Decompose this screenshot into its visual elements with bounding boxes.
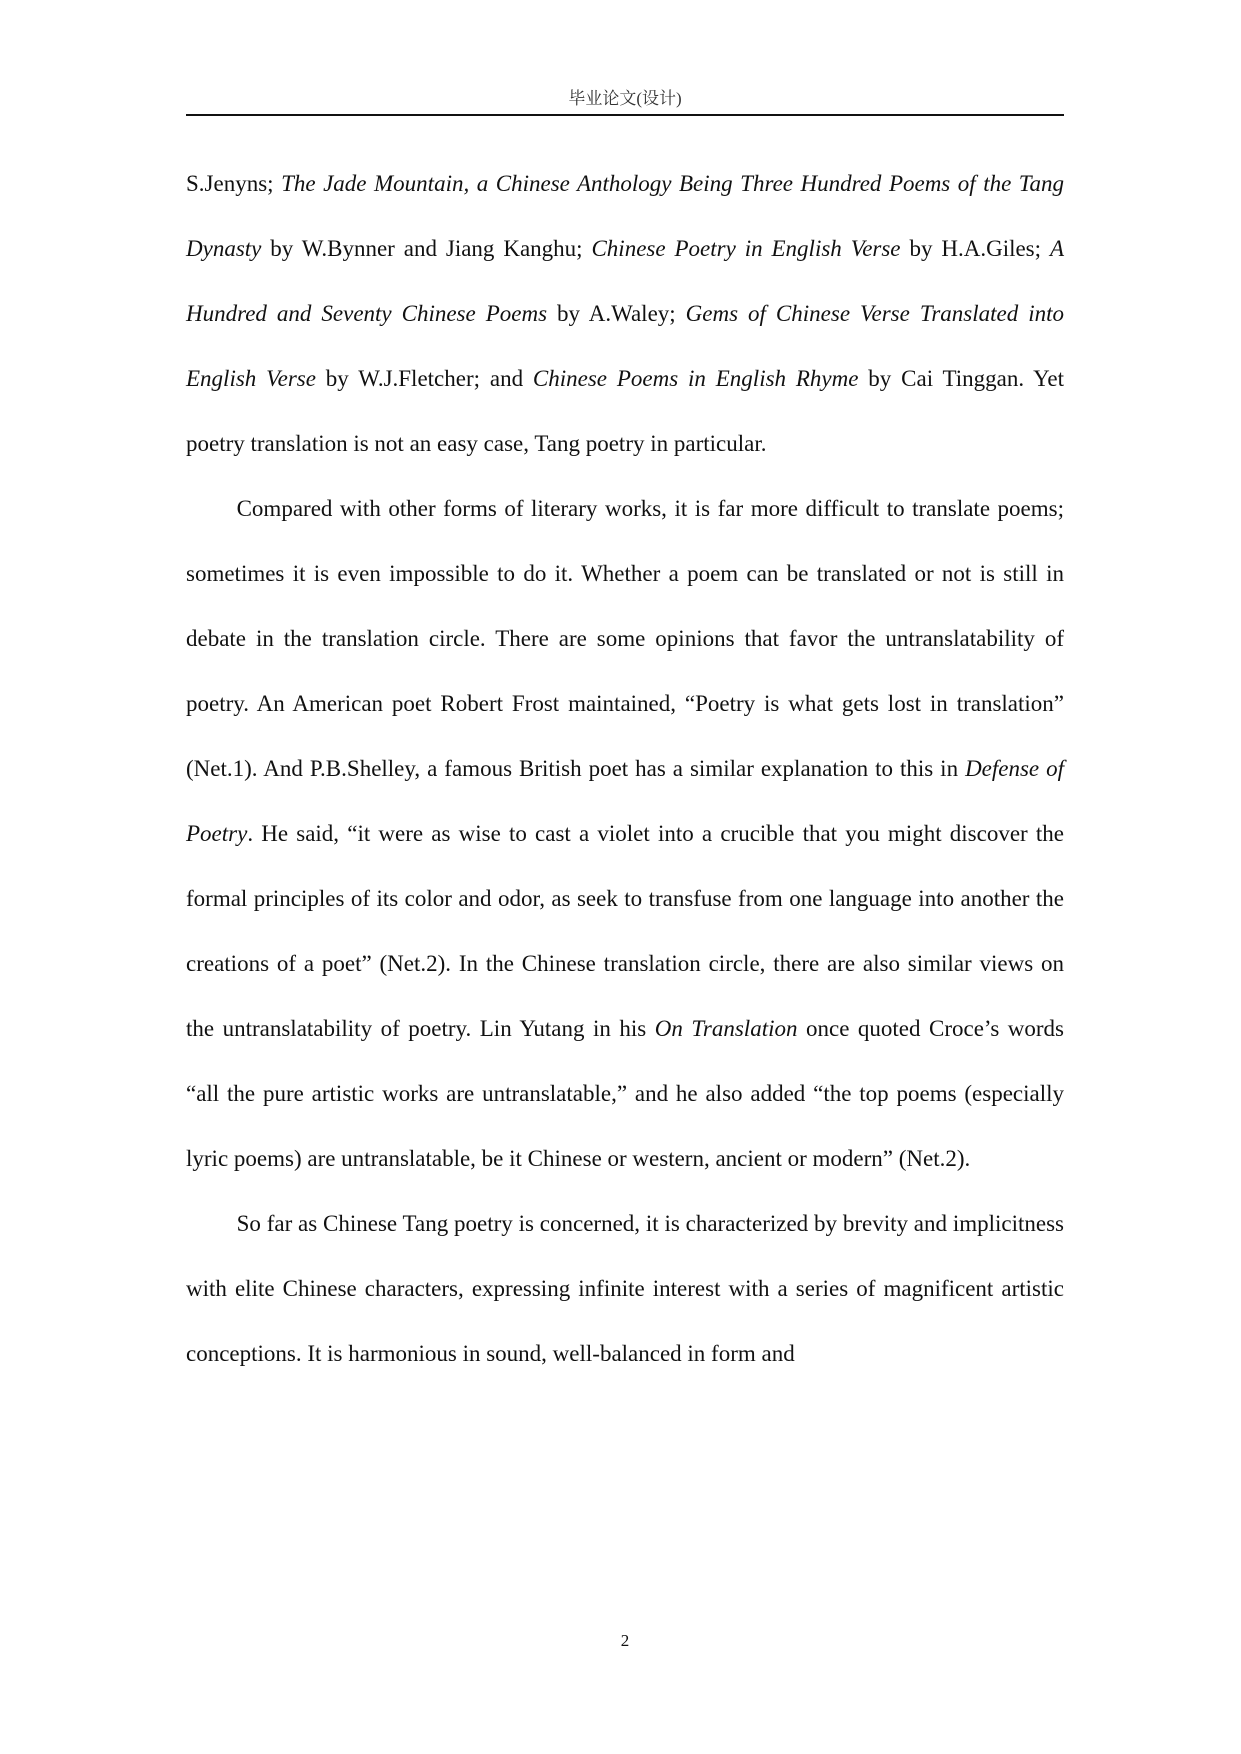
header-rule — [186, 114, 1064, 116]
text-span: So far as Chinese Tang poetry is concerned, it is characterized by brevity and implicitness with elite Chinese characters, expressing infinite interest with a series of magnificent artistic conceptions. It is harmonious in sound, well-balanced in form and — [186, 1211, 1064, 1366]
text-span: by H.A.Giles; — [900, 236, 1050, 261]
body-text — [186, 151, 1064, 1386]
paragraph-1 — [186, 151, 1064, 476]
page-header: 毕业论文(设计) — [568, 89, 682, 108]
book-title: On Translation — [654, 1016, 798, 1041]
text-span: by A.Waley; — [547, 301, 686, 326]
paragraph-3 — [186, 1191, 1064, 1386]
text-span: once quoted Croce’s words “all the pure artistic works are untranslatable,” and he also added “the top poems (especially lyric poems) are untranslatable, be it Chinese or western, ancient or modern” (Net.2). — [186, 1016, 1064, 1171]
book-title: The Jade Mountain, a Chinese Anthology Being Three Hundred Poems of the Tang Dynasty — [186, 171, 1064, 261]
book-title: Chinese Poetry in English Verse — [591, 236, 901, 261]
text-span: . He said, “it were as wise to cast a violet into a crucible that you might discover the formal principles of its color and odor, as seek to transfuse from one language into another the creations of a poet” (Net.2). In the Chinese translation circle, there are also similar views on the untranslatability of poetry. Lin Yutang in his — [186, 821, 1064, 1041]
text-span: by W.Bynner and Jiang Kanghu; — [261, 236, 592, 261]
paragraph-2 — [186, 476, 1064, 1191]
text-span: S.Jenyns; — [186, 171, 282, 196]
book-title: Chinese Poems in English Rhyme — [532, 366, 859, 391]
book-title: Defense of Poetry — [186, 756, 1065, 846]
text-span: Compared with other forms of literary works, it is far more difficult to translate poems; sometimes it is even impossible to do it. Whether a poem can be translated or not is still in debate in the translation circle. There are some opinions that favor the untranslatability of poetry. An American poet Robert Frost maintained, “Poetry is what gets lost in translation” (Net.1). And P.B.Shelley, a famous British poet has a similar explanation to this in — [186, 496, 1064, 781]
text-span: by W.J.Fletcher; and — [315, 366, 533, 391]
book-title: A Hundred and Seventy Chinese Poems — [186, 236, 1064, 326]
text-span: by Cai Tinggan. Yet poetry translation is not an easy case, Tang poetry in particular. — [186, 366, 1065, 456]
book-title: Gems of Chinese Verse Translated into English Verse — [186, 301, 1065, 391]
page-number: 2 — [620, 1631, 630, 1650]
